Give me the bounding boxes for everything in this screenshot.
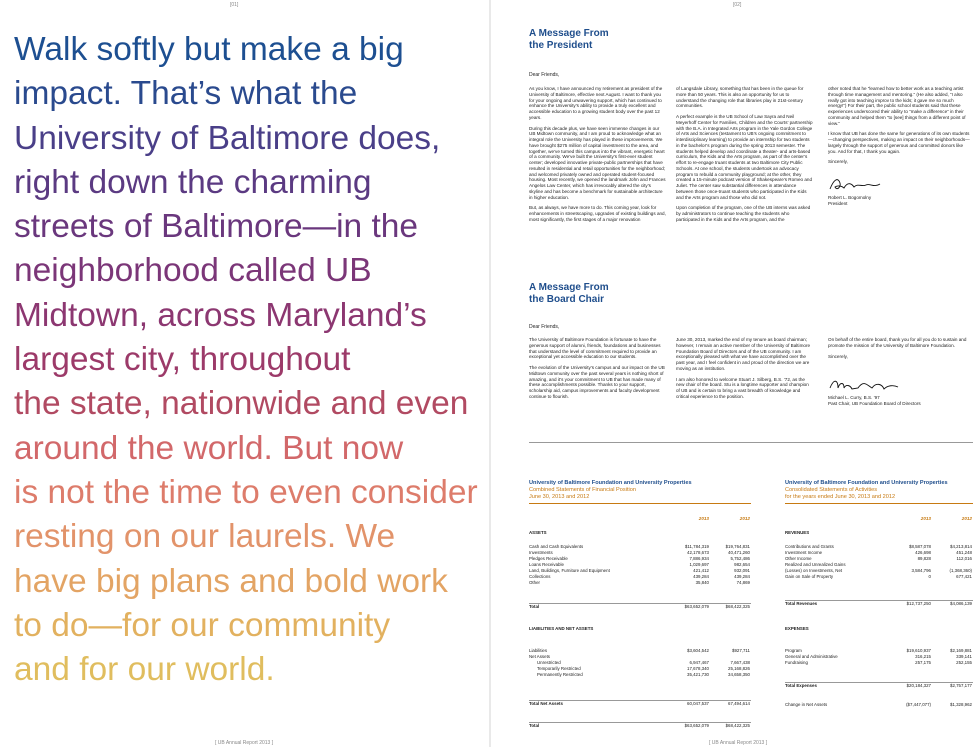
financial-position-date: June 30, 2013 and 2012 — [529, 494, 590, 500]
row-value-2013: $63,652,079 — [684, 604, 709, 609]
board-chair-name: Michael L. Curry, B.S. ’97 — [828, 395, 880, 400]
row-label: Permanently Restricted — [537, 672, 583, 677]
row-value-2013: 89,828 — [917, 556, 931, 561]
financial-position-table — [529, 504, 751, 734]
paragraph: A perfect example is the UB School of Law Sayra and Neil Meyerhoff Center for Families, Children and the Courts’ partnership with the B.A. in Integrated Arts program in the Yale Gordon College of Arts and Sciences (testament to UB’s ongoing commitment to interdisciplinary learning) to provide an internship for two students in the bachelor’s program during the spring 2013 semester. The students helped develop and coordinate a theater- and arts-based curriculum, the Kids and the Arts program, as part of the center’s effort to re-engage truant students at two Baltimore City Public Schools. At one school, the students undertook an advocacy program to rebuild a community playground; at the other, they created a 15-minute podcast version of Shakespeare’s Romeo and Juliet. The center saw substantial differences in attendance between those once-truant students who participated in the Kids and the Arts program and those who did not. — [676, 114, 813, 200]
row-value-2013: 316,215 — [915, 654, 931, 659]
paragraph: of Langsdale Library, something that has been in the queue for more than 50 years. This is also an opportunity for us to understand the changing role that libraries play in 21st-century communities. — [676, 86, 804, 109]
row-label: (Losses) on Investments, Net — [785, 568, 843, 573]
hero-line: streets of Baltimore—in the — [14, 208, 419, 246]
row-label: Total Expenses — [785, 683, 817, 688]
table-row — [785, 682, 973, 688]
board-chair-role: Past Chair, UB Foundation Board of Directors — [828, 400, 921, 406]
row-value-2012: 451,248 — [956, 550, 972, 555]
row-value-2013: 35,840 — [695, 580, 709, 585]
financial-position-statement — [529, 480, 751, 734]
activities-subtitle: Consolidated Statements of Activities — [785, 487, 878, 493]
financial-position-subtitle: Combined Statements of Financial Position — [529, 487, 636, 493]
president-role: President — [828, 200, 848, 206]
row-label: REVENUES — [785, 530, 810, 535]
row-value-2012: 932,091 — [734, 568, 750, 573]
board-chair-title-line2: the Board Chair — [529, 294, 605, 305]
board-chair-column-3 — [828, 337, 973, 364]
row-label: Cash and Cash Equivalents — [529, 544, 584, 549]
row-value-2012: $2,169,881 — [950, 648, 972, 653]
row-label: Investment Income — [785, 550, 823, 555]
row-value-2012: 34,658,350 — [728, 672, 750, 677]
row-value-2013: $8,587,078 — [909, 544, 931, 549]
row-label: Temporarily Restricted — [537, 666, 581, 671]
paragraph: During this decade plus, we have seen immense changes in our UB Midtown community, and I am proud to acknowledge what an integral role the University has played in these improvements. We have brought $275 million of capital investment to the area, and together, we’ve turned this campus into the vibrant, energetic heart of a community. We’ve built the University’s first-ever student center; developed innovative private-public partnerships that have resulted in residential and retail opportunities for the neighborhood; and welcomed privately owned and operated student-focused housing. Most recently, we opened the landmark John and Frances Angelos Law Center, which has irrevocably altered the city’s skyline and has become a benchmark for sustainable architecture in higher education. — [529, 125, 666, 200]
row-value-2012: 252,155 — [956, 660, 972, 665]
row-value-2012: 439,284 — [734, 574, 750, 579]
row-label: Other Income — [785, 556, 812, 561]
row-value-2012: $68,422,325 — [725, 604, 750, 609]
row-label: Total — [529, 604, 540, 609]
hero-line: to do—for our community — [14, 606, 391, 644]
row-value-2013: 42,178,673 — [687, 550, 709, 555]
activities-title: University of Baltimore Foundation and University Properties — [785, 480, 948, 486]
row-value-2013: 60,047,537 — [687, 701, 709, 706]
row-value-2013: $12,737,250 — [906, 601, 931, 606]
board-chair-greeting: Dear Friends, — [529, 324, 560, 330]
row-label: Total — [529, 723, 540, 728]
table-row — [529, 700, 751, 706]
row-value-2012: 339,141 — [956, 654, 972, 659]
paragraph: other noted that he “learned how to better work as a teaching artist through time management and mentoring.” (He also added, “I also really got into teaching improv to the kids; it gave me so much energy!”) For their part, the public school students said that these experiences underscored their ability to “make a difference” in their community and helped them “to [see] things from a different point of view.” — [828, 86, 966, 126]
hero-line: neighborhood called UB — [14, 252, 372, 290]
table-row — [785, 600, 973, 606]
row-label: ASSETS — [529, 530, 547, 535]
row-value-2013: 426,698 — [915, 550, 931, 555]
row-value-2013: 3,584,796 — [911, 568, 931, 573]
row-value-2013: 17,678,340 — [687, 666, 709, 671]
hero-line: have big plans and bold work — [14, 562, 448, 600]
activities-table — [785, 504, 973, 734]
row-value-2013: 6,947,467 — [689, 660, 709, 665]
paragraph: June 30, 2013, marked the end of my tenure as board chairman; however, I remain an active member of the University of Baltimore Foundation Board of Directors and of the UB community. I am exceptionally pleased with what we have accomplished over the past year, and I feel confident in and proud of the direction we are moving as an institution. — [676, 337, 811, 371]
row-value-2013: 1,029,697 — [689, 562, 709, 567]
table-row — [529, 603, 751, 609]
president-signature — [828, 175, 908, 195]
president-greeting: Dear Friends, — [529, 72, 560, 78]
row-label: EXPENSES — [785, 626, 809, 631]
row-value-2012: 67,494,614 — [728, 701, 750, 706]
financial-position-title: University of Baltimore Foundation and University Properties — [529, 480, 692, 486]
row-label: Gain on Sale of Property — [785, 574, 834, 579]
row-value-2013: $19,610,937 — [906, 648, 931, 653]
row-label: Unrestricted — [537, 660, 561, 665]
president-heading — [529, 28, 609, 52]
hero-line: largest city, throughout — [14, 341, 351, 379]
row-label: Other — [529, 580, 540, 585]
board-chair-heading — [529, 282, 609, 306]
paragraph: Upon completion of the program, one of the UB interns was asked by administrators to continue teaching the students who participated in the Kids and the Arts program, and the — [676, 205, 811, 222]
row-value-2013: 7,886,934 — [689, 556, 709, 561]
row-label: Change in Net Assets — [785, 702, 828, 707]
paragraph: The University of Baltimore Foundation is fortunate to have the generous support of alumni, friends, foundations and businesses that understand the level of commitment required to provide an exceptional yet accessible education to our students. — [529, 337, 661, 360]
row-value-2012: $4,213,814 — [950, 544, 972, 549]
row-label: General and Administrative — [785, 654, 838, 659]
row-value-2013: 257,175 — [915, 660, 931, 665]
row-label: Liabilities — [529, 648, 548, 653]
hero-statement — [14, 28, 484, 692]
hero-line: the state, nationwide and even — [14, 385, 469, 423]
act-year-2012: 2012 — [961, 516, 972, 521]
row-label: Net Assets — [529, 654, 550, 659]
left-page — [0, 0, 489, 747]
row-value-2012: $4,086,139 — [950, 601, 972, 606]
row-value-2013: 439,284 — [693, 574, 709, 579]
row-value-2012: (1,368,360) — [949, 568, 972, 573]
row-label: Realized and Unrealized Gains — [785, 562, 846, 567]
row-label: Program — [785, 648, 802, 653]
row-value-2012: 74,869 — [736, 580, 750, 585]
row-value-2012: $927,711 — [732, 648, 750, 653]
paragraph: As you know, I have announced my retirement as president of the University of Baltimore, effective next August. I want to thank you for your ongoing and unwavering support, which has continued to enhance the University’s ability to provide a truly excellent and accessible education to a growing student body over the past 12 years. — [529, 86, 663, 120]
row-value-2012: $1,328,962 — [950, 702, 972, 707]
hero-line: University of Baltimore does, — [14, 119, 441, 157]
paragraph: I know that UB has done the same for generations of its own students—changing perspectives, making an impact on their neighborhoods—largely through the support of generous and committed donors like you. And for that, I thank you again. — [828, 131, 970, 154]
row-label: Total Net Assets — [529, 701, 563, 706]
president-column-1 — [529, 86, 666, 228]
hero-line: Walk softly but make a big — [14, 31, 404, 68]
row-label: Land, Buildings, Furniture and Equipment — [529, 568, 610, 573]
row-value-2013: ($7,447,077) — [906, 702, 931, 707]
activities-statement — [785, 480, 973, 734]
row-value-2012: $19,764,831 — [725, 544, 750, 549]
paragraph: The evolution of the University’s campus and our impact on the UB Midtown community over the past several years is nothing short of amazing, and it’s your commitment to UB that has made many of these accomplishments possible. Thanks to your support, scholarship aid, campus improvements and faculty development continue to flourish. — [529, 365, 665, 399]
row-value-2013: $20,184,327 — [906, 683, 931, 688]
paragraph: Sincerely, — [828, 353, 848, 359]
president-column-3 — [828, 86, 973, 170]
row-value-2013: 0 — [928, 574, 931, 579]
hero-line: is not the time to even consider — [14, 473, 478, 511]
row-value-2012: $2,757,177 — [950, 683, 972, 688]
board-chair-signature-block — [828, 395, 921, 407]
row-value-2013: $3,604,542 — [687, 648, 709, 653]
row-value-2013: $11,784,319 — [684, 544, 709, 549]
fp-year-2012: 2012 — [739, 516, 750, 521]
row-value-2012: 5,752,486 — [730, 556, 750, 561]
row-label: LIABILITIES AND NET ASSETS — [529, 626, 594, 631]
section-divider — [529, 442, 973, 443]
right-page — [491, 0, 980, 747]
paragraph: On behalf of the entire board, thank you for all you do to sustain and promote the mission of the University of Baltimore Foundation. — [828, 337, 967, 348]
row-value-2012: 677,421 — [956, 574, 972, 579]
paragraph: I am also honored to welcome Stuart J. Silberg, B.S. ’72, as the new chair of the board. Stu is a longtime supporter and champion of UB and is certain to bring a vast breadth of knowledge and critical experience to the position. — [676, 376, 809, 399]
president-title-line2: the President — [529, 40, 593, 51]
footer-left: [ UB Annual Report 2013 ] — [215, 740, 274, 746]
row-value-2012: $68,422,325 — [725, 723, 750, 728]
row-label: Investments — [529, 550, 553, 555]
row-value-2013: 421,412 — [693, 568, 709, 573]
row-label: Loans Receivable — [529, 562, 564, 567]
row-value-2013: $63,652,079 — [684, 723, 709, 728]
president-column-2 — [676, 86, 813, 228]
row-label: Fundraising — [785, 660, 808, 665]
page-number-left: [01] — [230, 2, 239, 8]
page-number-right: [02] — [733, 2, 742, 8]
row-label: Contributions and Grants — [785, 544, 834, 549]
hero-line: impact. That’s what the — [14, 75, 358, 113]
board-chair-column-1 — [529, 337, 666, 405]
hero-line: right down the charming — [14, 163, 372, 201]
act-year-2013: 2013 — [920, 516, 931, 521]
row-value-2012: 7,667,438 — [730, 660, 750, 665]
row-label: Total Revenues — [785, 601, 818, 606]
president-name: Robert L. Bogomolny — [828, 195, 872, 200]
activities-date: for the years ended June 30, 2013 and 2012 — [785, 494, 896, 500]
row-value-2012: 25,168,826 — [728, 666, 750, 671]
hero-line: Midtown, across Maryland’s — [14, 296, 427, 334]
hero-line: and for our world. — [14, 651, 275, 689]
paragraph: But, as always, we have more to do. This coming year, look for enhancements in streetscaping, upgrades of existing buildings and, most significantly, the first stages of a major renovation — [529, 205, 666, 222]
table-row — [529, 722, 751, 728]
footer-right: [ UB Annual Report 2013 ] — [709, 740, 768, 746]
hero-line: around the world. But now — [14, 429, 404, 467]
president-signature-block — [828, 195, 871, 207]
row-value-2012: 982,654 — [734, 562, 750, 567]
row-label: Collections — [529, 574, 551, 579]
row-value-2013: 35,421,730 — [687, 672, 709, 677]
row-label: Pledges Receivable — [529, 556, 568, 561]
president-title-line1: A Message From — [529, 28, 609, 39]
board-chair-signature — [828, 376, 918, 396]
row-value-2012: 40,471,260 — [728, 550, 750, 555]
paragraph: Sincerely, — [828, 159, 848, 165]
board-chair-title-line1: A Message From — [529, 282, 609, 293]
hero-line: resting on our laurels. We — [14, 518, 396, 556]
fp-year-2013: 2013 — [698, 516, 709, 521]
board-chair-column-2 — [676, 337, 813, 405]
row-value-2012: 112,016 — [956, 556, 972, 561]
